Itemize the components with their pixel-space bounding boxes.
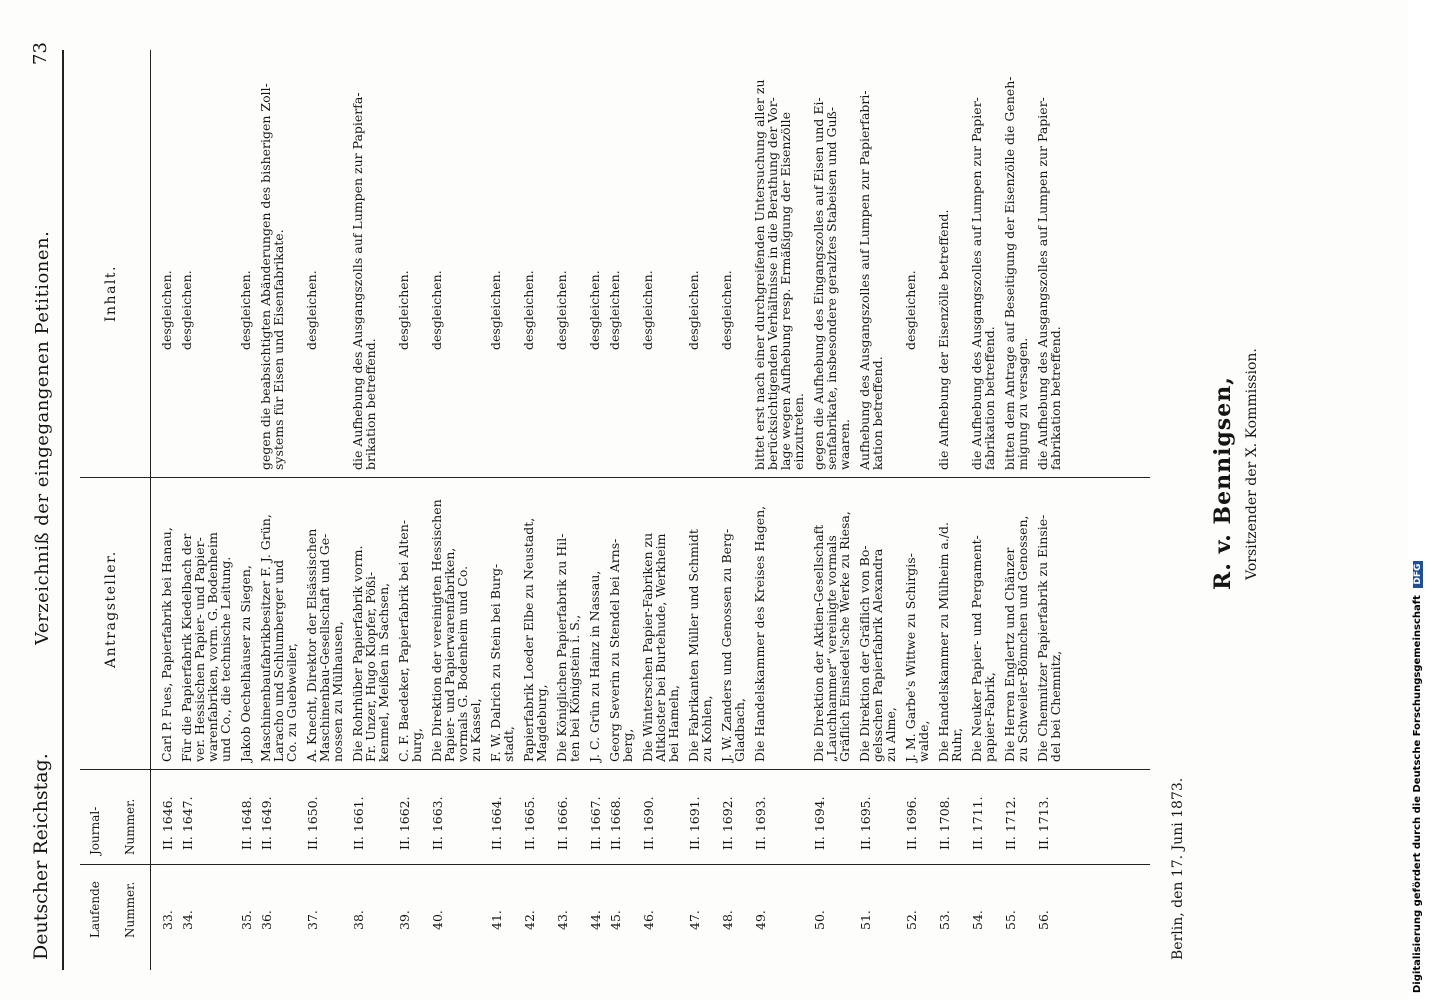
journal-number: II. 1711. — [970, 796, 985, 850]
row-number: 38. — [351, 910, 366, 930]
row-number: 44. — [588, 910, 603, 930]
petitioner-line: berg, — [620, 728, 635, 762]
content-line: waaren. — [837, 418, 852, 470]
col-divider-2 — [80, 769, 1150, 770]
row-number: 42. — [522, 910, 537, 930]
petitioner-line: zu Alme, — [883, 707, 898, 762]
row-number: 39. — [397, 910, 412, 930]
header-rule — [62, 50, 64, 970]
signature-subtitle: Vorsitzender der X. Kommission. — [1244, 348, 1260, 580]
row-number: 55. — [1003, 910, 1018, 930]
journal-number: II. 1712. — [1003, 796, 1018, 850]
content-line: desgleichen. — [903, 270, 918, 350]
petitioner-line: warenfabriken, vorm. G. Bodenheim — [205, 532, 220, 762]
signature: R. v. Bennigsen, — [1210, 376, 1236, 590]
dfg-strip — [1408, 0, 1432, 1000]
petitioner-line: „Lauchhammer“ vereinigte vormals — [824, 535, 839, 762]
petitioner-line: Magdeburg, — [534, 684, 549, 762]
row-number: 48. — [720, 910, 735, 930]
petitioner-line: Die Herren Englertz und Chänzer — [1002, 547, 1017, 762]
journal-number: II. 1646. — [160, 796, 175, 850]
journal-number: II. 1665. — [522, 796, 537, 850]
petitioner-line: ten bei Königstein i. S., — [567, 614, 582, 762]
row-number: 34. — [180, 910, 195, 930]
content-line: Aufhebung des Ausgangszolles auf Lumpen zur Papierfabri- — [857, 90, 872, 470]
petitioner-line: Ruhr, — [949, 727, 964, 762]
petitioner-line: Georg Severin zu Stendel bei Arns- — [607, 538, 622, 762]
content-line: bitten dem Antrage auf Beseitigung der Eisenzölle die Geneh- — [1002, 76, 1017, 470]
petitioner-line: Fr. Unzer, Hugo Klopfer, Pößi- — [363, 571, 378, 762]
petitioner-line: Die Handelskammer zu Mülheim a./d. — [936, 521, 951, 762]
journal-number: II. 1708. — [937, 796, 952, 850]
row-number: 36. — [259, 910, 274, 930]
petitioner-line: Gräflich Einsiedel'sche Werke zu Riesa, — [837, 511, 852, 762]
petitioner-line: walde, — [916, 720, 931, 762]
content-line: einzutreten. — [791, 393, 806, 470]
row-number: 45. — [608, 910, 623, 930]
petitioner-line: papier-Fabrik, — [982, 672, 997, 762]
row-number: 40. — [430, 910, 445, 930]
petitioner-line: Maschinenbaufabrikbesitzer F. J. Grün, — [258, 514, 273, 762]
journal-number: II. 1693. — [753, 796, 768, 850]
content-line: desgleichen. — [488, 270, 503, 350]
col-divider-1 — [80, 864, 1150, 865]
journal-number: II. 1664. — [489, 796, 504, 850]
content-line: migung zu versagen. — [1015, 337, 1030, 470]
row-number: 52. — [904, 910, 919, 930]
journal-number: II. 1647. — [180, 796, 195, 850]
dfg-credit-text: Digitalisierung gefördert durch die Deutsche Forschungsgemeinschaft — [1412, 595, 1423, 993]
col-divider-3 — [80, 477, 1150, 478]
content-line: gegen die Aufhebung des Eingangszolles auf Eisen und Ei- — [811, 97, 826, 470]
petitioner-line: del bei Chemnitz, — [1048, 650, 1063, 762]
row-number: 37. — [305, 910, 320, 930]
table-header-rule — [150, 50, 151, 970]
petitioner-line: zu Kohlen, — [699, 695, 714, 762]
content-line: desgleichen. — [304, 270, 319, 350]
row-number: 47. — [687, 910, 702, 930]
petitioner-line: Carl P. Fues, Papierfabrik bei Hanau, — [159, 527, 174, 762]
petitioner-line: J. C. Grün zu Hainz in Nassau, — [587, 570, 602, 762]
content-line: die Aufhebung des Ausgangszolls auf Lumpen zur Papierfa- — [350, 92, 365, 470]
petitioner-line: Die Fabrikanten Müller und Schmidt — [686, 529, 701, 762]
dfg-logo-icon: DFG — [1413, 561, 1423, 588]
header-left: Deutscher Reichstag. — [30, 753, 52, 960]
content-line: die Aufhebung des Ausgangszolles auf Lumpen zur Papier- — [1035, 97, 1050, 470]
content-line: fabrikation betreffend. — [1048, 326, 1063, 470]
place-date: Berlin, den 17. Juni 1873. — [1170, 777, 1186, 960]
journal-number: II. 1691. — [687, 796, 702, 850]
petitioner-line: Die Chemnitzer Papierfabrik zu Einsie- — [1035, 514, 1050, 762]
page-title: Verzeichniß der eingegangenen Petitionen. — [32, 230, 53, 645]
journal-number: II. 1663. — [430, 796, 445, 850]
petitioner-line: Die Rohrhüber Papierfabrik vorm. — [350, 545, 365, 762]
content-line: bittet erst nach einer durchgreifenden Untersuchung aller zu — [752, 79, 767, 470]
petitioner-line: F. W. Dalrich zu Stein bei Burg- — [488, 563, 503, 762]
petitioner-line: Die Königlichen Papierfabrik zu Hil- — [554, 533, 569, 762]
petitioner-line: Maschinenbau-Gesellschaft und Ge- — [317, 533, 332, 762]
col-laufende-line1: Laufende — [88, 881, 102, 938]
content-line: die Aufhebung des Ausgangszolles auf Lumpen zur Papier- — [969, 97, 984, 470]
petitioner-line: vormals G. Bodenheim und Co. — [455, 565, 470, 762]
content-line: lage wegen Aufhebung resp. Ermäßigung der Eisenzölle — [778, 112, 793, 470]
petitioner-line: Die Handelskammer des Kreises Hagen, — [752, 505, 767, 762]
content-line: desgleichen. — [159, 270, 174, 350]
content-line: brikation betreffend. — [363, 338, 378, 470]
row-number: 54. — [970, 910, 985, 930]
journal-number: II. 1648. — [239, 796, 254, 850]
page-number: 73 — [30, 42, 51, 65]
journal-number: II. 1666. — [555, 796, 570, 850]
content-line: desgleichen. — [640, 270, 655, 350]
col-journal-line1: Journal- — [88, 806, 102, 855]
petitioner-line: kenmel, Meißen in Sachsen, — [376, 582, 391, 762]
content-line: desgleichen. — [521, 270, 536, 350]
row-number: 35. — [239, 910, 254, 930]
journal-number: II. 1667. — [588, 796, 603, 850]
col-antragsteller: Antragsteller. — [103, 550, 119, 668]
content-line: desgleichen. — [179, 270, 194, 350]
content-line: berücksichtigenden Verhältnisse in die Berathung der Vor- — [765, 97, 780, 470]
petitioner-line: Für die Papierfabrik Kiedelbach der — [179, 533, 194, 762]
journal-number: II. 1694. — [812, 796, 827, 850]
content-line: kation betreffend. — [870, 356, 885, 470]
col-journal-line2: Nummer. — [123, 798, 137, 855]
row-number: 41. — [489, 910, 504, 930]
row-number: 51. — [858, 910, 873, 930]
content-line: senfabrikate, insbesondere geralztes Stabeisen und Guß- — [824, 106, 839, 470]
content-line: desgleichen. — [686, 270, 701, 350]
petitioner-line: Die Direktion der vereinigten Hessischen — [429, 499, 444, 762]
petitioner-line: und Co., die technische Leitung. — [218, 556, 233, 762]
journal-number: II. 1661. — [351, 796, 366, 850]
dfg-credit — [1412, 561, 1423, 993]
petitioner-line: Altkloster bei Burtehude, Werkheim — [653, 533, 668, 762]
petitioner-line: Die Direktion der Gräflich von Bo- — [857, 545, 872, 762]
content-line: desgleichen. — [607, 270, 622, 350]
col-laufende-line2: Nummer. — [123, 881, 137, 938]
row-number: 43. — [555, 910, 570, 930]
petitioner-line: bei Hameln, — [666, 685, 681, 762]
journal-number: II. 1713. — [1036, 796, 1051, 850]
petitioner-line: gelsschen Papierfabrik Alexandra — [870, 548, 885, 762]
row-number: 56. — [1036, 910, 1051, 930]
content-line: desgleichen. — [719, 270, 734, 350]
col-inhalt: Inhalt. — [103, 265, 119, 322]
journal-number: II. 1662. — [397, 796, 412, 850]
petitioner-line: Co. zu Guebweiler, — [284, 643, 299, 762]
petitioner-line: A. Knecht, Direktor der Elsässischen — [304, 528, 319, 762]
petitioner-line: Die Neuker Papier- und Pergament- — [969, 535, 984, 762]
content-line: desgleichen. — [429, 270, 444, 350]
petitioner-line: burg, — [409, 727, 424, 762]
petitioner-line: J. M. Garbe's Wittwe zu Schirgis- — [903, 553, 918, 762]
row-number: 50. — [812, 910, 827, 930]
petitioner-line: J. W. Zanders und Genossen zu Berg- — [719, 528, 734, 762]
row-number: 49. — [753, 910, 768, 930]
content-line: desgleichen. — [396, 270, 411, 350]
petitioner-line: stadt, — [501, 726, 516, 762]
petitioner-line: C. F. Baedeker, Papierfabrik bei Alten- — [396, 519, 411, 762]
content-line: desgleichen. — [238, 270, 253, 350]
journal-number: II. 1649. — [259, 796, 274, 850]
petitioner-line: Gladbach, — [732, 698, 747, 762]
row-number: 53. — [937, 910, 952, 930]
row-number: 46. — [641, 910, 656, 930]
content-line: gegen die beabsichtigten Abänderungen des bisherigen Zoll- — [258, 83, 273, 470]
petitioner-line: Papierfabrik Loeder Elbe zu Neustadt, — [521, 517, 536, 762]
petitioner-line: nossen zu Mülhausen, — [330, 621, 345, 762]
content-line: desgleichen. — [587, 270, 602, 350]
journal-number: II. 1692. — [720, 796, 735, 850]
petitioner-line: zu Schweiler-Bönnchen und Genossen, — [1015, 515, 1030, 762]
content-line: fabrikation betreffend. — [982, 326, 997, 470]
content-line: desgleichen. — [554, 270, 569, 350]
petitioner-line: Papier- und Papierwarenfabriken, — [442, 547, 457, 762]
journal-number: II. 1650. — [305, 796, 320, 850]
journal-number: II. 1695. — [858, 796, 873, 850]
petitioner-line: Die Winterschen Papier-Fabriken zu — [640, 532, 655, 762]
journal-number: II. 1668. — [608, 796, 623, 850]
petitioner-line: Jakob Oechelhäuser zu Siegen, — [238, 565, 253, 762]
petitioner-line: Die Direktion der Aktien-Gesellschaft — [811, 524, 826, 762]
petitioner-line: ver. Hessischen Papier- und Papier- — [192, 537, 207, 762]
journal-number: II. 1696. — [904, 796, 919, 850]
row-number: 33. — [160, 910, 175, 930]
petitioner-line: Laracho und Schlumberger und — [271, 559, 286, 762]
content-line: die Aufhebung der Eisenzölle betreffend. — [936, 209, 951, 470]
journal-number: II. 1690. — [641, 796, 656, 850]
content-line: systems für Eisen und Eisenfabrikate. — [271, 229, 286, 470]
petitioner-line: zu Kassel, — [468, 698, 483, 762]
